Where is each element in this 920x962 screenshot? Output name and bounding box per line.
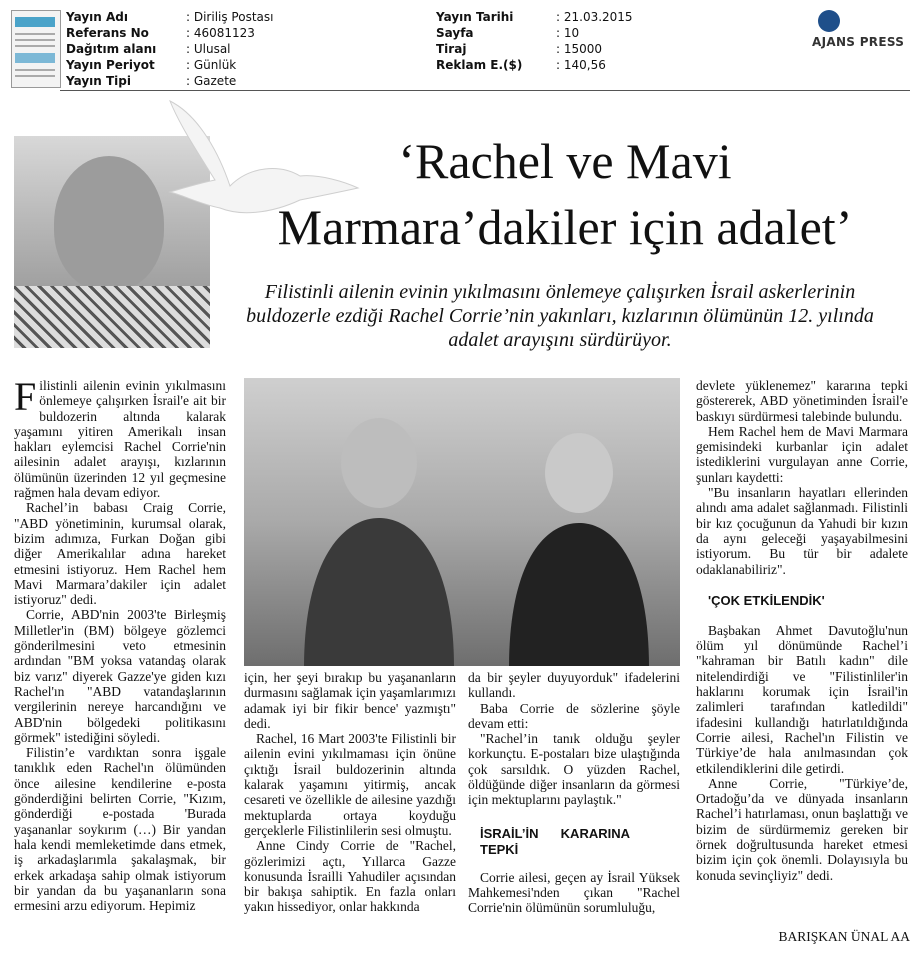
paragraph: Rachel, 16 Mart 2003'te Filistinli bir ailenin evini yıkılmaması için önüne çıktığı İsrail buldozerinin altında kalarak yaşamını yitirmiş, ancak cesareti ve özellikle de ailesine yazdığı mektuplarda ortaya koyduğu gerçeklerle Filistinlilerin sesi olmuştu. — [244, 731, 456, 838]
paragraph: Corrie, ABD'nin 2003'te Birleşmiş Milletler'in (BM) bölgeye gözlemci gönderilmesini veto etmesinin ardından "BM yoksa vatandaş olarak biz varız" diyerek Gazze'ye giden kızı Rachel'ın "ABD vatandaşlarının vergilerinin nereye harcandığını ve ABD'nin bölgedeki politikasını görmek" istediğini söyledi. — [14, 607, 226, 745]
logo-text: AJANS PRESS — [812, 35, 905, 49]
paragraph: da bir şeyler duyuyorduk" ifadelerini kullandı. — [468, 670, 680, 701]
paragraph: "Rachel’in tanık olduğu şeyler korkunçtu. E-postaları bize ulaştığında çok sarsıldık. O yüzden Rachel, öldüğünde diğer insanların da görmesi için mektuplarını paylaştık." — [468, 731, 680, 808]
logo-mark — [818, 10, 840, 32]
paragraph-text: ilistinli ailenin evinin yıkılmasını önlemeye çalışırken İsrail'e ait bir buldozerin altında kalarak yaşamını yitiren Amerikalı insan hakları eylemcisi Rachel Corrie'nin ailesinin adalet arayışı, kızlarının ölümünün üzerinden 12 yıl geçmesine rağmen hala devam ediyor. — [14, 378, 226, 501]
article-title — [220, 128, 910, 260]
woman-figure — [494, 423, 664, 666]
meta-value: : Diriliş Postası — [186, 10, 274, 24]
paragraph — [14, 374, 226, 501]
man-figure — [284, 408, 474, 666]
paragraph: Filistin’e vardıktan sonra işgale tanıklık eden Rachel'ın ölümünden önce ailesine kendilerine e-posta gönderdiğini belirten Corrie, "Kızım, gönderdiği e-postada 'Burada yaşananlar soykırım (…) Bir yandan hala kendi memleketimde dans etmek, iş arkadaşlarımla şakalaşmak, bir erkek arkadaşa sahip olmak istiyorum bir yandan da bu yaşananların sona ermesini arzu ediyorum. Hepimiz — [14, 745, 226, 914]
meta-row — [66, 25, 149, 41]
meta-row — [436, 57, 522, 73]
page-thumbnail-icon — [11, 10, 61, 88]
subheading: 'ÇOK ETKİLENDİK' — [708, 592, 825, 608]
meta-value: : 15000 — [556, 42, 603, 56]
paragraph: Baba Corrie de sözlerine şöyle devam etti: — [468, 700, 680, 731]
meta-label: Tiraj — [436, 42, 467, 56]
article-lead: Filistinli ailenin evinin yıkılmasını önlemeye çalışırken İsrail askerlerinin buldozerle ezdiği Rachel Corrie’nin yakınları, kızlarının ölümünün 12. yılında adalet arayışını sürdürüyor. — [246, 281, 874, 351]
article-column-4 — [696, 378, 908, 883]
title-line-2: Marmara’dakiler için adalet’ — [277, 199, 853, 255]
meta-row — [66, 41, 156, 57]
meta-value: : Ulusal — [186, 42, 231, 56]
portrait-scarf — [14, 286, 210, 348]
parents-photo — [244, 378, 680, 666]
meta-row — [66, 57, 155, 73]
clipping-header — [0, 0, 920, 92]
meta-label: Yayın Adı — [66, 10, 128, 24]
meta-value: : Gazete — [186, 74, 237, 88]
meta-label: Reklam E.($) — [436, 58, 523, 72]
meta-label: Sayfa — [436, 26, 474, 40]
meta-value: : 10 — [556, 26, 580, 40]
subheading: İSRAİL’İN KARARINA TEPKİ — [480, 825, 630, 857]
meta-label: Yayın Periyot — [66, 58, 155, 72]
header-divider — [60, 90, 910, 91]
paragraph: Başbakan Ahmet Davutoğlu'nun ölüm yıl dönümünde Rachel’i "kahraman bir Batılı kadın" dile nitelendirdiği ve "Filistinliler'in haklarını korumak için İsrail'in zalimleri tarafından katledildi" ifadesini kullandığı hatırlatıldığında Corrie ailesi, Rachel'ın Filistin ve Türkiye’de hala anılmasından çok etkilendiklerini dile getirdi. — [696, 622, 908, 776]
paragraph: "Bu insanların hayatları ellerinden alındı ama adalet sağlanmadı. Filistinli bir kız çocuğunun da Yahudi bir kızın da aynı geleceği yaşayabilmesini istiyorum. Bu tür bir adalete odaklanabiliriz". — [696, 485, 908, 577]
paragraph: Rachel’in babası Craig Corrie, "ABD yönetiminin, kurumsal olarak, bizim adımıza, Furkan Doğan gibi diğer Amerikalılar adına hareket etmesini istiyoruz. Hem Rachel hem Mavi Marmara’dakiler için adalet istiyoruz" dedi. — [14, 500, 226, 608]
article-column-2 — [244, 670, 456, 915]
paragraph: devlete yüklenemez" kararına tepki göstererek, ABD yönetiminden İsrail'e baskıyı sürdürmesi talebinde bulundu. — [696, 378, 908, 424]
ajans-press-logo-icon — [812, 10, 912, 50]
paragraph: için, her şeyi bırakıp bu yaşananların durmasını sağlamak için yaşamlarımızı adamak iyi bir fikir bence' yazmıştı" dedi. — [244, 670, 456, 731]
paragraph: Anne Corrie, "Türkiye’de, Ortadoğu’da ve dünyada insanların Rachel’i hatırlaması, onun başlattığı ve bizim de sürdürmemiz gereken bir örnek doğrultusunda hareket etmesi bizim için çok önemli. Dolayısıyla bu konuda sevinçliyiz" dedi. — [696, 775, 908, 883]
meta-value: : 21.03.2015 — [556, 10, 633, 24]
meta-row — [436, 9, 513, 25]
meta-label: Referans No — [66, 26, 149, 40]
meta-value: : 140,56 — [556, 58, 606, 72]
meta-row — [436, 41, 466, 57]
paragraph: Anne Cindy Corrie de "Rachel, gözlerimizi açtı, Yıllarca Gazze konusunda İsrailli Yahudiler açısından bir bakışa sahiptik. En fazla onları yakın hissediyor, onlar hakkında — [244, 838, 456, 915]
article-column-1 — [14, 374, 226, 914]
article-byline: BARIŞKAN ÜNAL AA — [778, 929, 910, 944]
paragraph: Hem Rachel hem de Mavi Marmara gemisindeki kurbanlar için adalet istediklerini vurgulayan anne Corrie, şunları kaydetti: — [696, 423, 908, 485]
meta-row — [66, 73, 131, 89]
drop-cap: F — [14, 374, 37, 419]
meta-row — [436, 25, 474, 41]
meta-label: Dağıtım alanı — [66, 42, 157, 56]
portrait-face — [54, 156, 164, 291]
meta-value: : 46081123 — [186, 26, 255, 40]
article-column-3 — [468, 670, 680, 916]
meta-label: Yayın Tipi — [66, 74, 131, 88]
meta-label: Yayın Tarihi — [436, 10, 514, 24]
title-line-1: ‘Rachel ve Mavi — [398, 133, 732, 189]
paragraph: Corrie ailesi, geçen ay İsrail Yüksek Mahkemesi'nden çıkan "Rachel Corrie'nin ölümünün sorumluluğu, — [468, 869, 680, 916]
meta-value: : Günlük — [186, 58, 237, 72]
meta-row — [66, 9, 128, 25]
